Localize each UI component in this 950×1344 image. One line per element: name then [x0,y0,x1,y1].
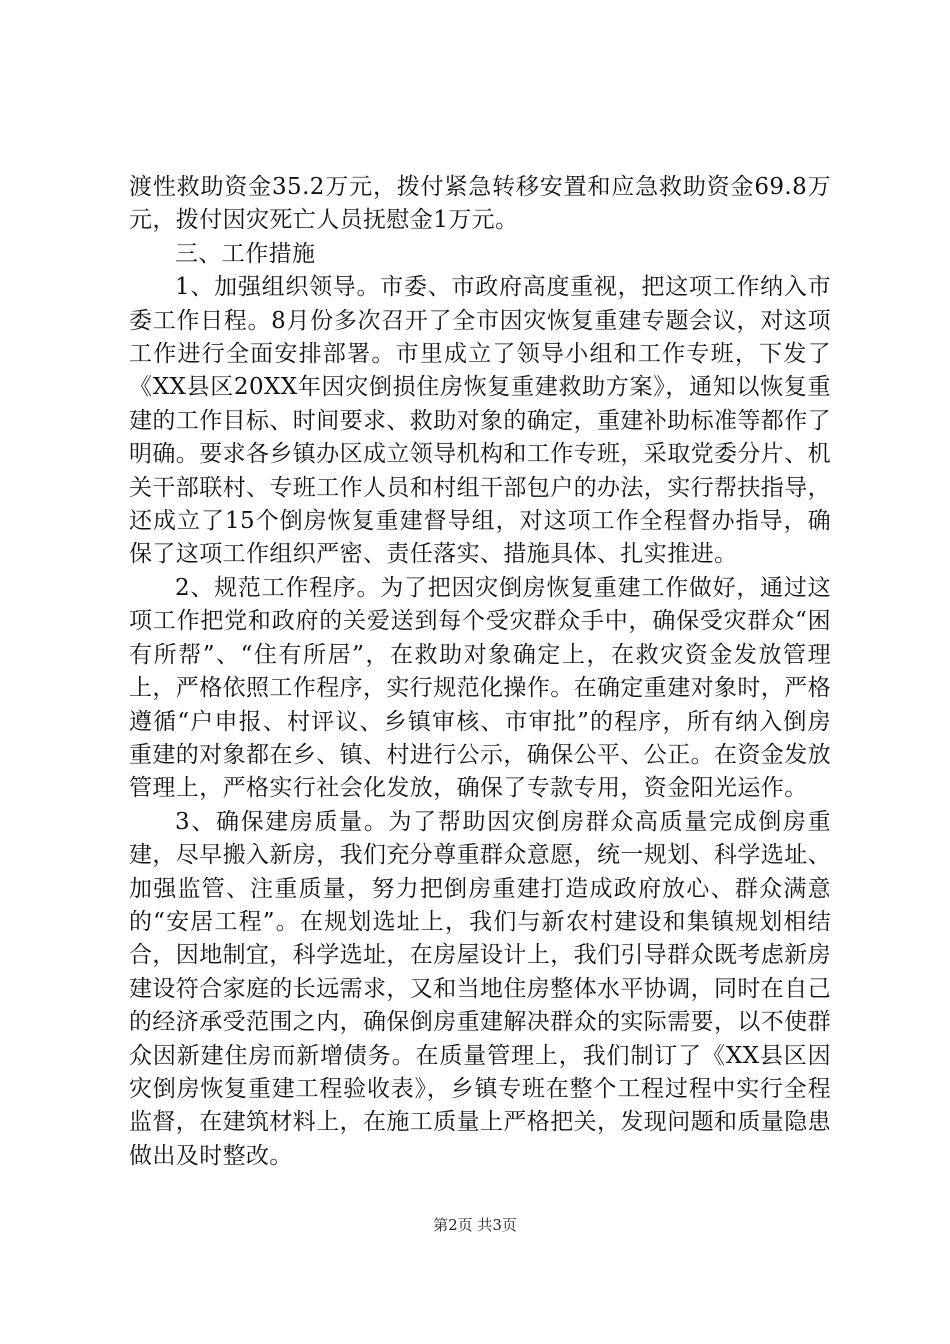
measure-paragraph-2: 2、规范工作程序。为了把因灾倒房恢复重建工作做好，通过这项工作把党和政府的关爱送到每个受灾群众手中，确保受灾群众“困有所帮”、“住有所居”，在救助对象确定上，在救灾资金发放管理上，严格依照工作程序，实行规范化操作。在确定重建对象时，严格遵循“户申报、村评议、乡镇审核、市审批”的程序，所有纳入倒房重建的对象都在乡、镇、村进行公示，确保公平、公正。在资金发放管理上，严格实行社会化发放，确保了专款专用，资金阳光运作。 [129,574,831,802]
measure-paragraph-1: 1、加强组织领导。市委、市政府高度重视，把这项工作纳入市委工作日程。8月份多次召开了全市因灾恢复重建专题会议，对这项工作进行全面安排部署。市里成立了领导小组和工作专班，下发了《XX县区20XX年因灾倒损住房恢复重建救助方案》，通知以恢复重建的工作目标、时间要求、救助对象的确定，重建补助标准等都作了明确。要求各乡镇办区成立领导机构和工作专班，采取党委分片、机关干部联村、专班工作人员和村组干部包户的办法，实行帮扶指导，还成立了15个倒房恢复重建督导组，对这项工作全程督办指导，确保了这项工作组织严密、责任落实、措施具体、扎实推进。 [129,274,831,568]
measure-paragraph-3: 3、确保建房质量。为了帮助因灾倒房群众高质量完成倒房重建，尽早搬入新房，我们充分尊重群众意愿，统一规划、科学选址、加强监管、注重质量，努力把倒房重建打造成政府放心、群众满意的“安居工程”。在规划选址上，我们与新农村建设和集镇规划相结合，因地制宜，科学选址，在房屋设计上，我们引导群众既考虑新房建设符合家庭的长远需求，又和当地住房整体水平协调，同时在自己的经济承受范围之内，确保倒房重建解决群众的实际需要，以不使群众因新建住房而新增债务。在质量管理上，我们制订了《XX县区因灾倒房恢复重建工程验收表》，乡镇专班在整个工程过程中实行全程监督，在建筑材料上，在施工质量上严格把关，发现问题和质量隐患做出及时整改。 [129,808,831,1169]
page-number-label: 第2页 共3页 [433,1216,517,1234]
section-heading: 三、工作措施 [175,240,316,267]
page-footer [0,1215,950,1235]
paragraph-continuation: 渡性救助资金35.2万元，拨付紧急转移安置和应急救助资金69.8万元，拨付因灾死亡人员抚慰金1万元。 [129,174,831,234]
document-body [129,171,831,1173]
